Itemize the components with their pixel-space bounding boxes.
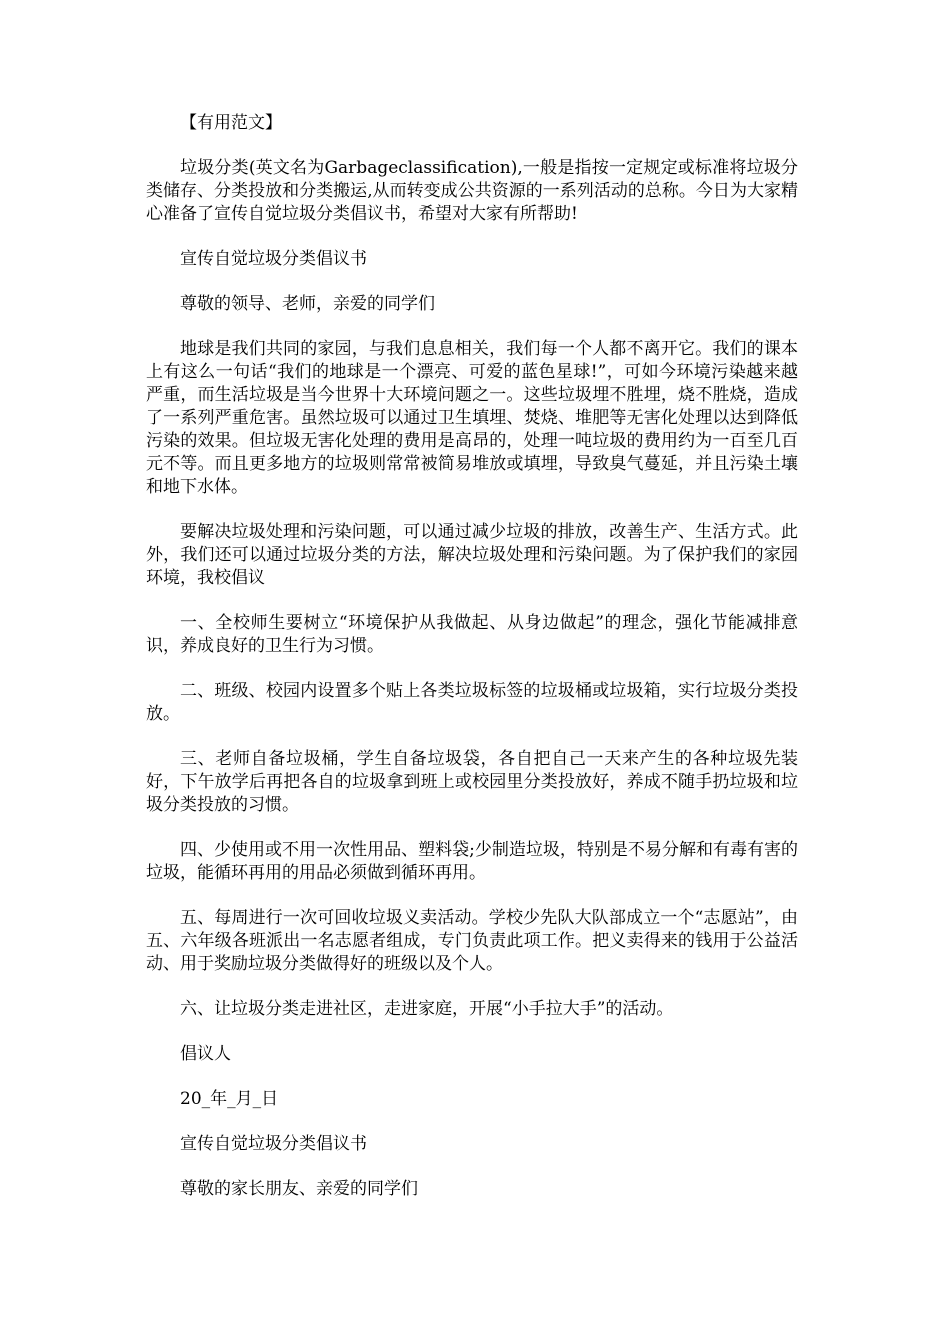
- proposal-item: 四、少使用或不用一次性用品、塑料袋;少制造垃圾，特别是不易分解和有毒有害的垃圾，能循环再用的用品必须做到循环再用。: [146, 840, 798, 883]
- doc-label: 【有用范文】: [180, 113, 282, 133]
- document-body: [146, 112, 798, 1223]
- proposal-item: 五、每周进行一次可回收垃圾义卖活动。学校少先队大队部成立一个“志愿站”，由五、六年级各班派出一名志愿者组成，专门负责此项工作。把义卖得来的钱用于公益活动、用于奖励垃圾分类做得好的班级以及个人。: [146, 908, 798, 974]
- body-paragraph: 要解决垃圾处理和污染问题，可以通过减少垃圾的排放，改善生产、生活方式。此外，我们还可以通过垃圾分类的方法，解决垃圾处理和污染问题。为了保护我们的家园环境，我校倡议: [146, 522, 798, 588]
- proposal-item: 一、全校师生要树立“环境保护从我做起、从身边做起”的理念，强化节能减排意识，养成良好的卫生行为习惯。: [146, 613, 798, 656]
- date-line: 20_年_月_日: [180, 1089, 279, 1109]
- letter-title: 宣传自觉垃圾分类倡议书: [180, 249, 367, 269]
- intro-paragraph: 垃圾分类(英文名为Garbageclassification),一般是指按一定规定或标准将垃圾分类储存、分类投放和分类搬运,从而转变成公共资源的一系列活动的总称。今日为大家精心准备了宣传自觉垃圾分类倡议书，希望对大家有所帮助!: [146, 158, 798, 224]
- proposal-item: 三、老师自备垃圾桶，学生自备垃圾袋，各自把自己一天来产生的各种垃圾先装好，下午放学后再把各自的垃圾拿到班上或校园里分类投放好，养成不随手扔垃圾和垃圾分类投放的习惯。: [146, 749, 798, 815]
- letter-salutation: 尊敬的领导、老师，亲爱的同学们: [180, 294, 435, 314]
- body-paragraph: 地球是我们共同的家园，与我们息息相关，我们每一个人都不离开它。我们的课本上有这么一句话“我们的地球是一个漂亮、可爱的蓝色星球!”，可如今环境污染越来越严重，而生活垃圾是当今世界十大环境问题之一。这些垃圾埋不胜埋，烧不胜烧，造成了一系列严重危害。虽然垃圾可以通过卫生填埋、焚烧、堆肥等无害化处理以达到降低污染的效果。但垃圾无害化处理的费用是高昂的，处理一吨垃圾的费用约为一百至几百元不等。而且更多地方的垃圾则常常被简易堆放或填埋，导致臭气蔓延，并且污染土壤和地下水体。: [146, 339, 798, 497]
- signature-label: 倡议人: [180, 1044, 231, 1064]
- second-letter-salutation: 尊敬的家长朋友、亲爱的同学们: [180, 1179, 418, 1199]
- second-letter-title: 宣传自觉垃圾分类倡议书: [180, 1134, 367, 1154]
- proposal-item: 二、班级、校园内设置多个贴上各类垃圾标签的垃圾桶或垃圾箱，实行垃圾分类投放。: [146, 681, 798, 724]
- proposal-item: 六、让垃圾分类走进社区，走进家庭，开展“小手拉大手”的活动。: [180, 999, 674, 1019]
